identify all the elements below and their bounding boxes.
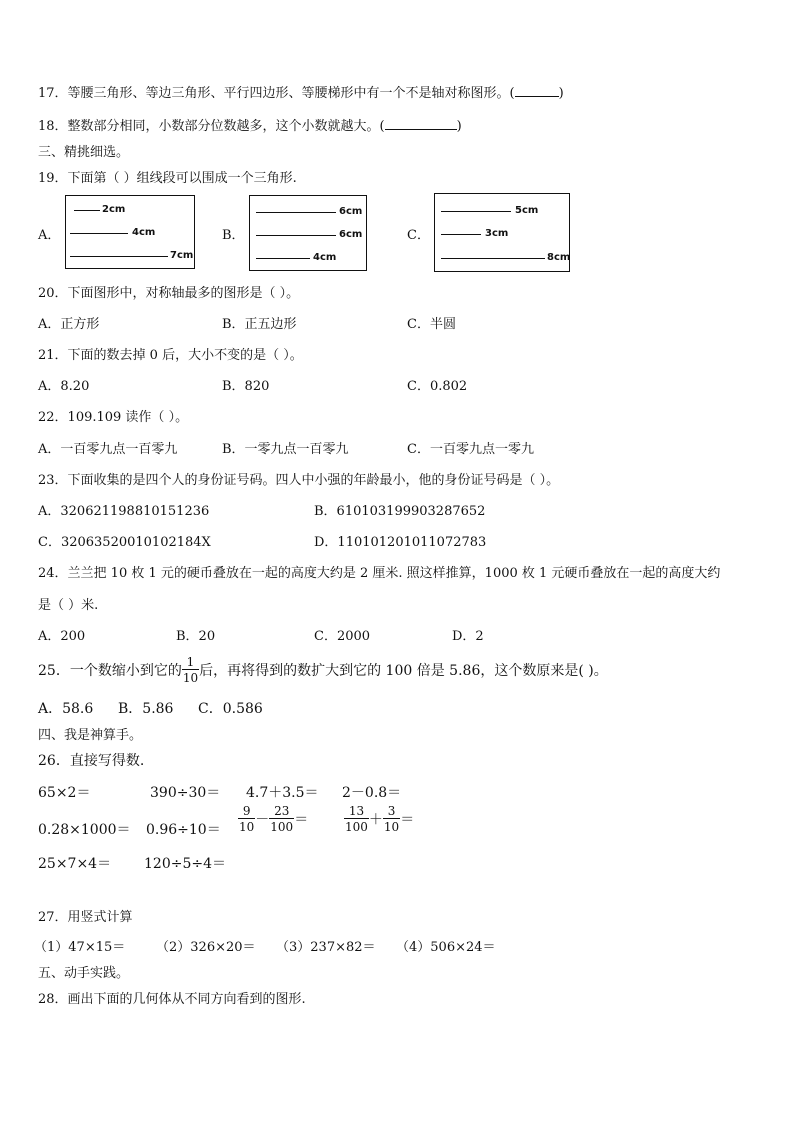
vertical-calc-3[interactable]: （3）237×82＝ <box>276 940 376 955</box>
segment-a-3 <box>70 256 168 257</box>
fraction-numerator: 1 <box>182 656 199 670</box>
q25-option-c[interactable]: C．0.586 <box>198 701 263 717</box>
calc-65x2[interactable]: 65×2＝ <box>38 785 91 801</box>
segment-group-c[interactable] <box>434 193 570 272</box>
calc-0.96div10[interactable]: 0.96÷10＝ <box>146 822 221 838</box>
fraction-23-100 <box>269 805 294 833</box>
question-18-close: ) <box>456 119 462 134</box>
segment-a-2 <box>70 233 128 234</box>
fraction-denominator: 100 <box>345 820 368 834</box>
segment-b-2-label: 6cm <box>339 229 363 240</box>
segment-c-1-label: 5cm <box>515 205 539 216</box>
q25-option-a[interactable]: A．58.6 <box>38 701 94 717</box>
question-18-text: 18．整数部分相同，小数部分位数越多，这个小数就越大。( <box>38 119 385 134</box>
calc-4.7plus3.5[interactable]: 4.7＋3.5＝ <box>246 785 319 801</box>
segment-c-2-label: 3cm <box>485 228 509 239</box>
segment-b-3-label: 4cm <box>313 252 337 263</box>
q20-option-c[interactable]: C．半圆 <box>407 317 456 332</box>
q23-option-a[interactable]: A．320621198810151236 <box>38 504 210 519</box>
q20-option-a[interactable]: A．正方形 <box>38 317 100 332</box>
section-4-heading: 四、我是神算手。 <box>38 728 143 743</box>
q25-option-b[interactable]: B．5.86 <box>118 701 174 717</box>
fraction-denominator: 10 <box>182 671 199 685</box>
segment-group-a[interactable] <box>65 195 195 269</box>
segment-c-1 <box>441 211 511 212</box>
calc-fraction-subtract[interactable] <box>238 805 308 833</box>
segment-a-2-label: 4cm <box>132 227 156 238</box>
segment-b-1-label: 6cm <box>339 206 363 217</box>
question-25-pre: 25．一个数缩小到它的 <box>38 663 182 679</box>
calc-2minus0.8[interactable]: 2－0.8＝ <box>342 785 402 801</box>
section-5-heading: 五、动手实践。 <box>38 966 130 981</box>
question-28-stem: 28．画出下面的几何体从不同方向看到的图形. <box>38 992 306 1007</box>
fraction-denominator: 10 <box>239 820 255 834</box>
question-17-text: 17．等腰三角形、等边三角形、平行四边形、等腰梯形中有一个不是轴对称图形。( <box>38 86 515 101</box>
fraction-numerator: 13 <box>344 805 369 819</box>
q23-option-c[interactable]: C．32063520010102184X <box>38 535 211 550</box>
fraction-numerator: 23 <box>269 805 294 819</box>
question-17 <box>38 82 564 101</box>
plus-operator: ＋ <box>368 812 383 828</box>
answer-blank-17[interactable] <box>515 84 559 97</box>
q21-option-a[interactable]: A．8.20 <box>38 379 90 394</box>
vertical-calc-4[interactable]: （4）506×24＝ <box>396 940 496 955</box>
segment-c-3-label: 8cm <box>547 252 571 263</box>
question-17-close: ) <box>558 86 564 101</box>
fraction-9-10 <box>238 805 255 833</box>
vertical-calc-2[interactable]: （2）326×20＝ <box>156 940 256 955</box>
q22-option-b[interactable]: B．一零九点一百零九 <box>222 442 349 457</box>
segment-a-1 <box>74 210 100 211</box>
calc-25x7x4[interactable]: 25×7×4＝ <box>38 856 112 872</box>
question-24-line-2: 是（ ）米. <box>38 598 99 613</box>
question-18 <box>38 115 462 134</box>
segment-b-2 <box>256 235 336 236</box>
option-b-label: B． <box>222 228 245 243</box>
question-22-stem: 22．109.109 读作（ ）。 <box>38 410 189 425</box>
fraction-numerator: 9 <box>238 805 255 819</box>
question-19-stem: 19．下面第（ ）组线段可以围成一个三角形. <box>38 171 297 186</box>
q24-option-a[interactable]: A．200 <box>38 629 86 644</box>
fraction-numerator: 3 <box>383 805 400 819</box>
fraction-3-10 <box>383 805 400 833</box>
calc-120div5div4[interactable]: 120÷5÷4＝ <box>144 856 226 872</box>
question-20-stem: 20．下面图形中，对称轴最多的图形是（ ）。 <box>38 286 300 301</box>
question-23-stem: 23．下面收集的是四个人的身份证号码。四人中小强的年龄最小，他的身份证号码是（ ）。 <box>38 473 560 488</box>
vertical-calc-1[interactable]: （1）47×15＝ <box>34 940 126 955</box>
q21-option-c[interactable]: C．0.802 <box>407 379 468 394</box>
answer-blank-18[interactable] <box>385 117 457 130</box>
question-21-stem: 21．下面的数去掉 0 后，大小不变的是（ ）。 <box>38 348 303 363</box>
segment-a-1-label: 2cm <box>102 204 126 215</box>
q22-option-a[interactable]: A．一百零九点一百零九 <box>38 442 178 457</box>
segment-group-b[interactable] <box>249 195 367 271</box>
segment-a-3-label: 7cm <box>170 250 194 261</box>
q24-option-b[interactable]: B．20 <box>176 629 216 644</box>
q24-option-d[interactable]: D．2 <box>452 629 484 644</box>
option-a-label: A． <box>38 228 61 243</box>
segment-c-3 <box>441 258 545 259</box>
minus-operator: － <box>255 812 270 828</box>
q22-option-c[interactable]: C．一百零九点一零九 <box>407 442 534 457</box>
fraction-one-tenth <box>182 656 199 684</box>
calc-390div30[interactable]: 390÷30＝ <box>150 785 221 801</box>
question-25-post: 后，再将得到的数扩大到它的 100 倍是 5.86，这个数原来是( )。 <box>199 663 608 679</box>
fraction-denominator: 100 <box>270 820 294 834</box>
question-25-stem <box>38 652 608 688</box>
q20-option-b[interactable]: B．正五边形 <box>222 317 297 332</box>
q21-option-b[interactable]: B．820 <box>222 379 270 394</box>
question-26-stem: 26．直接写得数. <box>38 753 145 769</box>
calc-fraction-add[interactable] <box>344 805 414 833</box>
equals-sign: ＝ <box>294 812 309 828</box>
section-3-heading: 三、精挑细选。 <box>38 145 130 160</box>
fraction-denominator: 10 <box>383 820 400 834</box>
question-24-line-1: 24．兰兰把 10 枚 1 元的硬币叠放在一起的高度大约是 2 厘米. 照这样推算，1000 枚 1 元硬币叠放在一起的高度大约 <box>38 566 721 581</box>
question-27-stem: 27．用竖式计算 <box>38 910 133 925</box>
segment-b-1 <box>256 212 336 213</box>
q23-option-b[interactable]: B．610103199903287652 <box>314 504 486 519</box>
calc-0.28x1000[interactable]: 0.28×1000＝ <box>38 822 131 838</box>
fraction-13-100 <box>344 805 369 833</box>
equals-sign: ＝ <box>400 812 415 828</box>
q23-option-d[interactable]: D．110101201011072783 <box>314 535 487 550</box>
option-c-label: C． <box>407 228 430 243</box>
segment-b-3 <box>256 258 310 259</box>
q24-option-c[interactable]: C．2000 <box>314 629 371 644</box>
segment-c-2 <box>441 234 481 235</box>
